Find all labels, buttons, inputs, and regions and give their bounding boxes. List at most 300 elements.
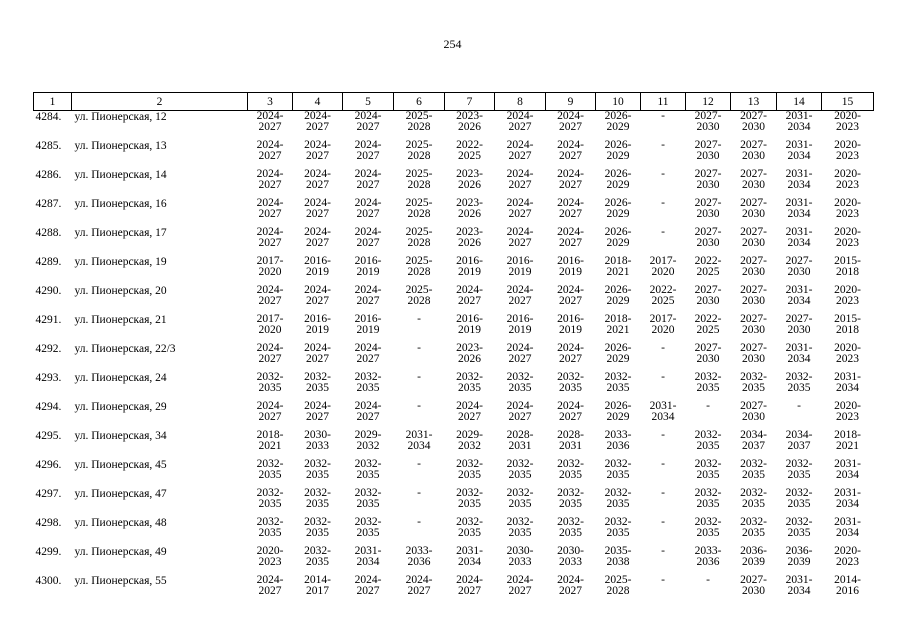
period-cell <box>445 169 495 198</box>
period-value: - <box>661 429 665 441</box>
period-value: 2023- 2026 <box>456 197 483 220</box>
period-cell <box>596 459 641 488</box>
period-value: 2032- 2035 <box>256 487 284 510</box>
period-cell <box>731 314 777 343</box>
period-value: - <box>661 487 665 499</box>
address-cell: ул. Пионерская, 12 <box>74 111 167 123</box>
period-cell <box>248 140 293 169</box>
period-cell <box>293 314 343 343</box>
period-cell <box>445 343 495 372</box>
period-cell <box>394 488 445 517</box>
period-cell <box>777 140 822 169</box>
period-cell <box>546 198 596 227</box>
period-cell <box>777 575 822 604</box>
period-cell <box>293 430 343 459</box>
period-value: 2014- 2016 <box>834 574 861 597</box>
period-value: 2032- 2035 <box>694 487 722 510</box>
period-cell <box>495 459 546 488</box>
period-cell <box>495 169 546 198</box>
table-row <box>34 459 874 488</box>
period-value: 2025- 2028 <box>604 574 632 597</box>
period-cell <box>731 169 777 198</box>
table-row <box>34 517 874 546</box>
period-value: 2032- 2035 <box>694 458 722 481</box>
period-cell <box>641 256 686 285</box>
period-cell <box>822 111 874 141</box>
column-header: 4 <box>293 93 343 111</box>
period-cell <box>686 169 731 198</box>
table-row <box>34 314 874 343</box>
period-value: 2032- 2035 <box>456 371 483 394</box>
period-value: 2017- 2020 <box>649 313 677 336</box>
period-value: 2023- 2026 <box>456 226 483 249</box>
page-number: 254 <box>443 37 462 51</box>
period-value: 2032- 2035 <box>785 487 813 510</box>
period-cell <box>248 401 293 430</box>
table-body <box>34 111 874 605</box>
period-value: - <box>661 226 665 238</box>
period-value: 2031- 2034 <box>834 487 861 510</box>
table-row <box>34 285 874 314</box>
period-cell <box>596 111 641 141</box>
period-cell <box>394 285 445 314</box>
table-row <box>34 111 874 141</box>
period-cell <box>445 401 495 430</box>
period-value: 2032- 2035 <box>557 371 584 394</box>
period-value: 2024- 2027 <box>506 226 534 249</box>
period-value: 2026- 2029 <box>604 139 632 162</box>
period-value: 2026- 2029 <box>604 226 632 249</box>
period-value: 2024- 2027 <box>557 342 584 365</box>
period-cell <box>731 198 777 227</box>
period-value: 2020- 2023 <box>834 226 861 249</box>
period-cell <box>248 111 293 141</box>
period-cell <box>731 546 777 575</box>
period-value: 2018- 2021 <box>256 429 284 452</box>
period-cell <box>343 575 394 604</box>
period-cell <box>445 372 495 401</box>
period-value: 2024- 2027 <box>456 400 483 423</box>
period-value: 2020- 2023 <box>834 284 861 307</box>
period-cell <box>248 546 293 575</box>
period-cell <box>686 256 731 285</box>
period-value: - <box>797 400 801 412</box>
period-value: - <box>661 342 665 354</box>
period-value: 2023- 2026 <box>456 342 483 365</box>
period-value: 2032- 2035 <box>604 516 632 539</box>
period-cell <box>686 198 731 227</box>
table-row <box>34 372 874 401</box>
address-cell: ул. Пионерская, 48 <box>74 517 167 529</box>
period-cell <box>343 430 394 459</box>
period-cell <box>546 140 596 169</box>
period-value: 2024- 2027 <box>506 284 534 307</box>
period-value: 2027- 2030 <box>740 313 767 336</box>
period-cell <box>495 546 546 575</box>
period-value: 2016- 2019 <box>557 313 584 336</box>
period-cell <box>822 459 874 488</box>
period-value: - <box>661 197 665 209</box>
period-value: 2016- 2019 <box>354 313 382 336</box>
period-cell <box>293 227 343 256</box>
period-cell <box>686 372 731 401</box>
period-cell <box>596 430 641 459</box>
period-value: 2025- 2028 <box>405 284 433 307</box>
period-cell <box>641 140 686 169</box>
column-header: 1 <box>34 93 72 111</box>
data-table <box>33 92 874 604</box>
period-cell <box>495 314 546 343</box>
period-value: 2032- 2035 <box>256 516 284 539</box>
period-value: 2024- 2027 <box>354 139 382 162</box>
period-cell <box>546 169 596 198</box>
period-cell <box>343 372 394 401</box>
row-number: 4287. <box>35 198 62 210</box>
period-cell <box>394 517 445 546</box>
period-value: 2032- 2035 <box>604 458 632 481</box>
period-value: 2032- 2035 <box>604 487 632 510</box>
period-cell <box>546 227 596 256</box>
period-cell <box>248 575 293 604</box>
period-value: 2016- 2019 <box>456 255 483 278</box>
period-cell <box>248 488 293 517</box>
period-value: 2024- 2027 <box>557 574 584 597</box>
period-value: - <box>661 458 665 470</box>
period-cell <box>822 430 874 459</box>
period-cell <box>445 575 495 604</box>
period-value: 2032- 2035 <box>354 487 382 510</box>
period-cell <box>596 546 641 575</box>
period-value: 2024- 2027 <box>354 110 382 133</box>
period-cell <box>293 459 343 488</box>
period-cell <box>731 430 777 459</box>
period-cell <box>731 575 777 604</box>
period-cell <box>731 488 777 517</box>
period-value: 2020- 2023 <box>834 197 861 220</box>
column-header: 13 <box>731 93 777 111</box>
table-header-row <box>34 93 874 111</box>
period-cell <box>777 546 822 575</box>
address-cell: ул. Пионерская, 55 <box>74 575 167 587</box>
period-value: 2027- 2030 <box>740 255 767 278</box>
period-value: 2016- 2019 <box>557 255 584 278</box>
period-value: 2031- 2034 <box>456 545 483 568</box>
period-value: 2024- 2027 <box>256 574 284 597</box>
period-cell <box>822 285 874 314</box>
period-cell <box>777 459 822 488</box>
period-value: 2018- 2021 <box>604 255 632 278</box>
address-cell: ул. Пионерская, 47 <box>74 488 167 500</box>
period-value: 2015- 2018 <box>834 255 861 278</box>
period-value: 2032- 2035 <box>740 458 767 481</box>
period-cell <box>495 343 546 372</box>
period-cell <box>686 140 731 169</box>
period-value: 2016- 2019 <box>304 255 331 278</box>
period-value: 2028- 2031 <box>506 429 534 452</box>
table-row <box>34 169 874 198</box>
period-cell <box>596 140 641 169</box>
period-value: 2024- 2027 <box>256 197 284 220</box>
period-cell <box>822 314 874 343</box>
period-cell <box>248 314 293 343</box>
period-cell <box>731 372 777 401</box>
period-cell <box>495 285 546 314</box>
period-value: 2032- 2035 <box>694 516 722 539</box>
period-cell <box>293 285 343 314</box>
table-row <box>34 546 874 575</box>
period-value: 2032- 2035 <box>557 516 584 539</box>
period-cell <box>293 256 343 285</box>
period-cell <box>445 546 495 575</box>
period-value: 2029- 2032 <box>354 429 382 452</box>
period-value: 2018- 2021 <box>834 429 861 452</box>
period-cell <box>731 401 777 430</box>
period-value: 2032- 2035 <box>506 458 534 481</box>
period-cell <box>343 285 394 314</box>
period-value: 2016- 2019 <box>506 313 534 336</box>
period-cell <box>546 546 596 575</box>
period-value: 2027- 2030 <box>740 197 767 220</box>
period-cell <box>445 459 495 488</box>
period-cell <box>394 198 445 227</box>
period-cell <box>343 256 394 285</box>
period-value: 2024- 2027 <box>256 139 284 162</box>
period-cell <box>596 227 641 256</box>
period-value: 2024- 2027 <box>506 400 534 423</box>
table-row <box>34 256 874 285</box>
period-value: 2016- 2019 <box>304 313 331 336</box>
period-value: 2024- 2027 <box>557 400 584 423</box>
period-value: 2027- 2030 <box>694 284 722 307</box>
period-cell <box>731 343 777 372</box>
period-value: 2033- 2036 <box>405 545 433 568</box>
period-cell <box>394 140 445 169</box>
period-cell <box>445 256 495 285</box>
period-cell <box>495 372 546 401</box>
period-value: 2031- 2034 <box>834 516 861 539</box>
period-cell <box>596 169 641 198</box>
period-cell <box>777 227 822 256</box>
period-value: 2016- 2019 <box>354 255 382 278</box>
period-cell <box>293 546 343 575</box>
period-cell <box>394 430 445 459</box>
period-cell <box>394 459 445 488</box>
period-cell <box>777 111 822 141</box>
period-value: 2024- 2027 <box>557 284 584 307</box>
period-value: 2032- 2035 <box>506 516 534 539</box>
period-cell <box>641 372 686 401</box>
column-header: 12 <box>686 93 731 111</box>
period-cell <box>546 256 596 285</box>
period-value: 2031- 2034 <box>785 197 813 220</box>
period-cell <box>546 111 596 141</box>
period-cell <box>343 198 394 227</box>
column-header: 8 <box>495 93 546 111</box>
row-number: 4290. <box>35 285 62 297</box>
period-cell <box>546 430 596 459</box>
period-value: 2026- 2029 <box>604 197 632 220</box>
period-value: 2027- 2030 <box>694 226 722 249</box>
column-header: 2 <box>72 93 248 111</box>
period-cell <box>248 459 293 488</box>
period-value: 2024- 2027 <box>304 139 331 162</box>
period-cell <box>343 169 394 198</box>
period-cell <box>686 546 731 575</box>
period-cell <box>445 517 495 546</box>
period-cell <box>641 111 686 141</box>
period-cell <box>343 488 394 517</box>
period-value: 2031- 2034 <box>785 226 813 249</box>
address-cell: ул. Пионерская, 45 <box>74 459 167 471</box>
period-value: 2027- 2030 <box>694 197 722 220</box>
row-number: 4292. <box>35 343 62 355</box>
period-cell <box>777 285 822 314</box>
period-value: 2024- 2027 <box>506 168 534 191</box>
period-value: 2024- 2027 <box>557 139 584 162</box>
period-value: 2034- 2037 <box>785 429 813 452</box>
period-value: 2025- 2028 <box>405 197 433 220</box>
row-number: 4291. <box>35 314 62 326</box>
period-value: - <box>417 342 421 354</box>
period-value: 2031- 2034 <box>405 429 433 452</box>
period-value: 2024- 2027 <box>304 284 331 307</box>
period-cell <box>343 227 394 256</box>
period-cell <box>546 285 596 314</box>
period-value: 2024- 2027 <box>256 400 284 423</box>
period-value: 2024- 2027 <box>354 574 382 597</box>
period-value: 2032- 2035 <box>354 458 382 481</box>
period-value: - <box>417 458 421 470</box>
period-value: 2032- 2035 <box>785 516 813 539</box>
address-cell: ул. Пионерская, 24 <box>74 372 167 384</box>
period-value: 2025- 2028 <box>405 139 433 162</box>
period-value: 2030- 2033 <box>304 429 331 452</box>
address-cell: ул. Пионерская, 34 <box>74 430 167 442</box>
period-cell <box>777 169 822 198</box>
period-value: 2024- 2027 <box>256 284 284 307</box>
period-cell <box>822 140 874 169</box>
column-header: 10 <box>596 93 641 111</box>
period-cell <box>495 517 546 546</box>
table-row <box>34 140 874 169</box>
period-cell <box>822 343 874 372</box>
period-cell <box>686 343 731 372</box>
period-cell <box>343 140 394 169</box>
period-value: 2027- 2030 <box>694 342 722 365</box>
period-value: 2015- 2018 <box>834 313 861 336</box>
period-value: 2024- 2027 <box>304 168 331 191</box>
period-value: 2032- 2035 <box>694 429 722 452</box>
period-cell <box>686 285 731 314</box>
period-value: 2022- 2025 <box>694 255 722 278</box>
period-cell <box>777 488 822 517</box>
period-value: 2024- 2027 <box>456 284 483 307</box>
period-value: 2017- 2020 <box>649 255 677 278</box>
period-cell <box>596 488 641 517</box>
period-cell <box>343 401 394 430</box>
table-row <box>34 488 874 517</box>
period-value: 2024- 2027 <box>506 342 534 365</box>
period-cell <box>731 256 777 285</box>
period-cell <box>686 575 731 604</box>
period-value: 2032- 2035 <box>304 516 331 539</box>
row-number: 4286. <box>35 169 62 181</box>
period-value: - <box>661 168 665 180</box>
period-value: 2031- 2034 <box>785 139 813 162</box>
period-cell <box>777 198 822 227</box>
period-cell <box>641 285 686 314</box>
period-cell <box>293 343 343 372</box>
period-value: 2024- 2027 <box>354 284 382 307</box>
row-number: 4284. <box>35 111 62 123</box>
period-value: 2024- 2027 <box>304 342 331 365</box>
period-cell <box>293 401 343 430</box>
period-value: 2018- 2021 <box>604 313 632 336</box>
period-value: 2032- 2035 <box>694 371 722 394</box>
period-value: - <box>417 313 421 325</box>
period-value: 2032- 2035 <box>256 371 284 394</box>
period-value: 2027- 2030 <box>694 168 722 191</box>
period-cell <box>293 372 343 401</box>
period-cell <box>641 459 686 488</box>
period-cell <box>546 343 596 372</box>
period-value: 2032- 2035 <box>506 487 534 510</box>
period-cell <box>641 575 686 604</box>
period-value: 2020- 2023 <box>834 545 861 568</box>
period-value: 2031- 2034 <box>785 110 813 133</box>
period-value: 2032- 2035 <box>456 458 483 481</box>
period-cell <box>596 401 641 430</box>
period-value: 2020- 2023 <box>256 545 284 568</box>
period-value: 2032- 2035 <box>256 458 284 481</box>
period-cell <box>686 227 731 256</box>
address-cell: ул. Пионерская, 16 <box>74 198 167 210</box>
period-value: 2024- 2027 <box>506 139 534 162</box>
period-value: 2017- 2020 <box>256 313 284 336</box>
period-cell <box>293 488 343 517</box>
period-value: 2032- 2035 <box>785 371 813 394</box>
period-value: 2026- 2029 <box>604 284 632 307</box>
period-cell <box>343 459 394 488</box>
period-value: 2027- 2030 <box>694 139 722 162</box>
period-value: 2031- 2034 <box>649 400 677 423</box>
period-value: 2026- 2029 <box>604 400 632 423</box>
period-value: 2032- 2035 <box>456 516 483 539</box>
period-cell <box>822 256 874 285</box>
period-cell <box>546 401 596 430</box>
period-value: - <box>417 400 421 412</box>
period-value: 2032- 2035 <box>304 458 331 481</box>
period-value: 2032- 2035 <box>557 487 584 510</box>
column-header: 9 <box>546 93 596 111</box>
period-cell <box>546 459 596 488</box>
table-row <box>34 343 874 372</box>
period-value: 2024- 2027 <box>557 226 584 249</box>
period-value: 2024- 2027 <box>557 168 584 191</box>
period-cell <box>394 169 445 198</box>
period-cell <box>248 169 293 198</box>
period-value: 2032- 2035 <box>304 487 331 510</box>
period-value: 2031- 2034 <box>785 284 813 307</box>
period-cell <box>596 372 641 401</box>
period-cell <box>641 227 686 256</box>
period-cell <box>343 517 394 546</box>
period-cell <box>596 343 641 372</box>
address-cell: ул. Пионерская, 22/3 <box>74 343 176 355</box>
period-value: - <box>661 139 665 151</box>
period-cell <box>445 140 495 169</box>
period-value: 2024- 2027 <box>354 226 382 249</box>
